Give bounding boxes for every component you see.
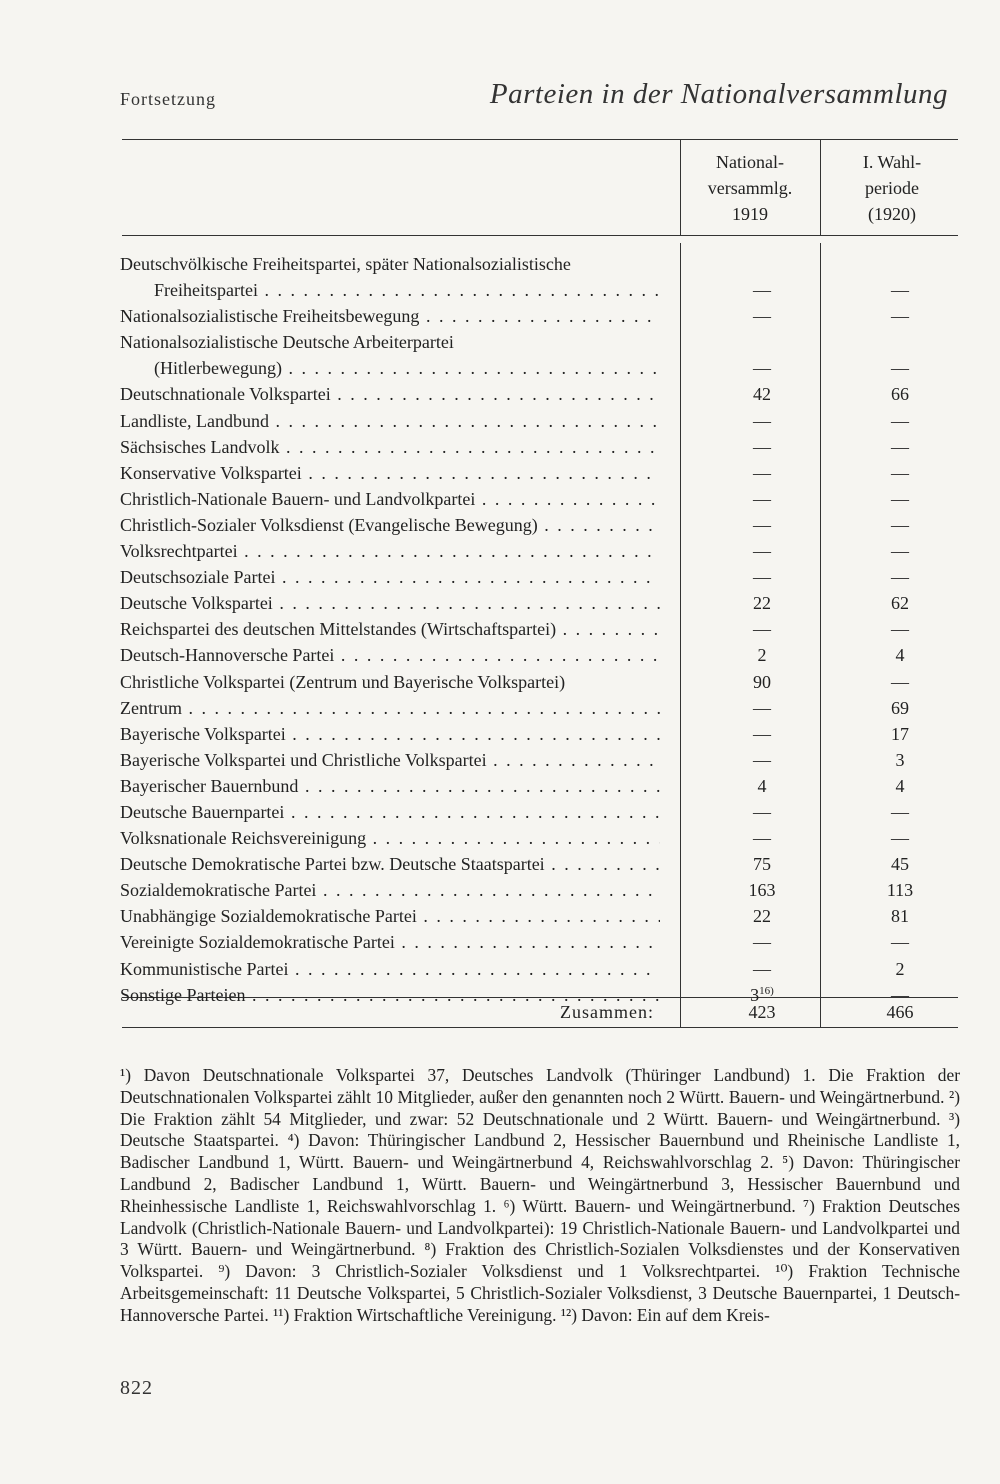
value-1920: —: [891, 306, 909, 327]
value-1920: —: [891, 462, 909, 483]
value-1920: —: [891, 932, 909, 953]
party-name: Freiheitspartei . . .: [154, 277, 660, 303]
value-1920: 2: [895, 958, 905, 979]
column-header-line: 1919: [732, 204, 768, 224]
party-name: Christlich-Nationale Bauern- und Landvolkpartei . . .: [120, 486, 660, 512]
value-1919: —: [753, 488, 771, 509]
column-header-line: National-: [716, 152, 784, 172]
value-1920: —: [891, 801, 909, 822]
party-name: Unabhängige Sozialdemokratische Partei . . .: [120, 903, 660, 929]
party-name: Sozialdemokratische Partei . . .: [120, 877, 660, 903]
value-1919: —: [753, 749, 771, 770]
table-row: [120, 329, 960, 355]
value-1919: —: [753, 358, 771, 379]
sum-1919: 423: [748, 1002, 776, 1022]
value-1919: —: [753, 932, 771, 953]
value-1920: —: [891, 514, 909, 535]
table-row: [120, 773, 960, 799]
table-row: [120, 956, 960, 982]
value-1919: —: [753, 541, 771, 562]
column-header-line: (1920): [868, 204, 916, 224]
column-divider-1: [680, 139, 681, 235]
column-header-line: periode: [865, 178, 919, 198]
value-1919: 90: [753, 671, 771, 692]
value-1919: —: [753, 828, 771, 849]
party-name: Sächsisches Landvolk . . .: [120, 434, 660, 460]
value-1920: —: [891, 436, 909, 457]
value-1919: —: [753, 306, 771, 327]
value-1919: 4: [757, 775, 767, 796]
party-name: Bayerische Volkspartei . . .: [120, 721, 660, 747]
party-name: Deutschvölkische Freiheitspartei, später Nationalsozialistische: [120, 254, 571, 274]
value-1920: 4: [895, 775, 905, 796]
table-row: [120, 303, 960, 329]
value-1919: —: [753, 436, 771, 457]
value-1919: 22: [753, 593, 771, 614]
party-name: Volksrechtpartei . . .: [120, 538, 660, 564]
party-name: Deutschsoziale Partei . . .: [120, 564, 660, 590]
value-1919: 2: [757, 645, 767, 666]
party-name: Sonstige Parteien . . .: [120, 982, 660, 1008]
table-row: [120, 590, 960, 616]
party-name: Landliste, Landbund . . .: [120, 408, 660, 434]
table-row: [120, 877, 960, 903]
value-1920: 3: [895, 749, 905, 770]
table-row: [120, 538, 960, 564]
value-1920: —: [891, 541, 909, 562]
footnotes: ¹) Davon Deutschnationale Volkspartei 37, Deutsches Landvolk (Thüringer Landbund) 1. Die Fraktion der Deutschnationalen Volkspartei zählt 10 Mitglieder, außer den genannten noch 2 Württ. Bauern- und Weingärtnerbund. ²) Die Fraktion zählt 54 Mitglieder, und zwar: 52 Deutschnationale und 2 Württ. Bauern- und Weingärtnerbund. ³) Deutsche Staatspartei. ⁴) Davon: Thüringischer Landbund 2, Hessischer Bauernbund und Rheinische Landliste 1, Badischer Landbund 1, Württ. Bauern- und Weingärtnerbund 4, Reichswahlvorschlag 2. ⁵) Davon: Thüringischer Landbund 2, Badischer Landbund 1, Württ. Bauern- und Weingärtnerbund 3, Hessischer Bauernbund und Rheinhessische Landliste 1, Reichswahlvorschlag 1. ⁶) Württ. Bauern- und Weingärtnerbund. ⁷) Fraktion Deutsches Landvolk (Christlich-Nationale Bauern- und Landvolkpartei): 19 Christlich-Nationale Bauern- und Landvolkpartei und 3 Württ. Bauern- und Weingärtnerbund. ⁸) Fraktion des Christlich-Sozialen Volksdienstes und der Konservativen Volkspartei. ⁹) Davon: 3 Christlich-Sozialer Volksdienst und 1 Volksrechtpartei. ¹⁰) Fraktion Technische Arbeitsgemeinschaft: 11 Deutsche Volkspartei, 5 Christlich-Sozialer Volksdienst, 3 Deutsche Bauernpartei, 1 Deutsch-Hannoversche Partei. ¹¹) Fraktion Wirtschaftliche Vereinigung. ¹²) Davon: Ein auf dem Kreis-: [120, 1065, 960, 1325]
table-row: [120, 408, 960, 434]
table-row: [120, 903, 960, 929]
table-row: [120, 929, 960, 955]
column-header-wahlperiode: [832, 149, 952, 227]
party-table: [120, 251, 960, 1008]
party-name: Bayerischer Bauernbund . . .: [120, 773, 660, 799]
column-divider-2: [820, 139, 821, 235]
header-bottom-rule: [122, 235, 958, 236]
column-header-nationalversammlung: [695, 149, 805, 227]
value-1919: —: [753, 801, 771, 822]
party-name: (Hitlerbewegung) . . .: [154, 355, 660, 381]
party-name: Deutsch-Hannoversche Partei . . .: [120, 642, 660, 668]
party-name: Nationalsozialistische Deutsche Arbeiterpartei: [120, 332, 454, 353]
party-name: Deutschnationale Volkspartei . . .: [120, 381, 660, 407]
party-name: Zentrum . . .: [120, 695, 660, 721]
value-1920: —: [891, 984, 909, 1005]
party-name: Kommunistische Partei . . .: [120, 956, 660, 982]
party-name: Deutsche Volkspartei . . .: [120, 590, 660, 616]
value-1920: —: [891, 828, 909, 849]
sum-bottom-rule: [122, 1027, 958, 1028]
value-1920: 62: [891, 593, 909, 614]
table-row: [120, 799, 960, 825]
value-1919: —: [753, 697, 771, 718]
table-row: [120, 355, 960, 381]
value-1919: —: [753, 462, 771, 483]
value-1919: —: [753, 280, 771, 301]
party-name: Reichspartei des deutschen Mittelstandes (Wirtschaftspartei) . . .: [120, 616, 660, 642]
table-row: [120, 982, 960, 1008]
page-number: 822: [120, 1377, 153, 1399]
page-title: Parteien in der Nationalversammlung: [489, 78, 948, 110]
table-row: [120, 512, 960, 538]
value-1920: —: [891, 410, 909, 431]
value-1919: —: [753, 958, 771, 979]
value-1919-number: 3: [750, 984, 760, 1005]
value-1919: —: [753, 514, 771, 535]
value-1919: —: [753, 410, 771, 431]
sum-label: Zusammen:: [560, 1002, 654, 1022]
party-name: Volksnationale Reichsvereinigung . . .: [120, 825, 660, 851]
table-row: [120, 695, 960, 721]
table-row: [120, 616, 960, 642]
value-1919: 75: [753, 854, 771, 875]
party-name: Vereinigte Sozialdemokratische Partei . . .: [120, 929, 660, 955]
party-name: Christliche Volkspartei (Zentrum und Bayerische Volkspartei): [120, 671, 566, 692]
value-1919: —: [753, 723, 771, 744]
value-1919: 163: [748, 880, 776, 901]
table-row: [120, 486, 960, 512]
value-1920: 66: [891, 384, 909, 405]
party-name: Deutsche Demokratische Partei bzw. Deutsche Staatspartei . . .: [120, 851, 660, 877]
value-1920: —: [891, 358, 909, 379]
value-1920: —: [891, 671, 909, 692]
party-name: Bayerische Volkspartei und Christliche Volkspartei . . .: [120, 747, 660, 773]
footnote-ref: 16): [759, 984, 774, 997]
top-rule: [122, 139, 958, 140]
value-1920: —: [891, 567, 909, 588]
table-row: [120, 669, 960, 695]
value-1920: 17: [891, 723, 909, 744]
value-1920: 113: [886, 880, 914, 901]
table-row: [120, 747, 960, 773]
column-header-line: I. Wahl-: [862, 152, 922, 172]
party-name: Deutsche Bauernpartei . . .: [120, 799, 660, 825]
table-row: [120, 277, 960, 303]
value-1919: —: [753, 619, 771, 640]
table-row: [120, 851, 960, 877]
table-row: [120, 721, 960, 747]
value-1920: —: [891, 619, 909, 640]
table-row: [120, 642, 960, 668]
party-name: Nationalsozialistische Freiheitsbewegung . . .: [120, 303, 660, 329]
table-row: [120, 825, 960, 851]
party-name: Christlich-Sozialer Volksdienst (Evangelische Bewegung) . . .: [120, 512, 660, 538]
table-row: [120, 564, 960, 590]
value-1919: 42: [753, 384, 771, 405]
table-row: [120, 251, 960, 277]
column-header-line: versammlg.: [707, 178, 793, 198]
party-name: Konservative Volkspartei . . .: [120, 460, 660, 486]
table-row: [120, 381, 960, 407]
value-1920: 4: [895, 645, 905, 666]
value-1919: —: [753, 567, 771, 588]
value-1920: —: [891, 280, 909, 301]
table-row: [120, 434, 960, 460]
sum-1920: 466: [886, 1002, 914, 1022]
value-1920: —: [891, 488, 909, 509]
table-row: [120, 460, 960, 486]
value-1920: 81: [891, 906, 909, 927]
header-continuation: Fortsetzung: [120, 89, 216, 109]
value-1919: 22: [753, 906, 771, 927]
value-1920: 69: [891, 697, 909, 718]
value-1920: 45: [891, 854, 909, 875]
